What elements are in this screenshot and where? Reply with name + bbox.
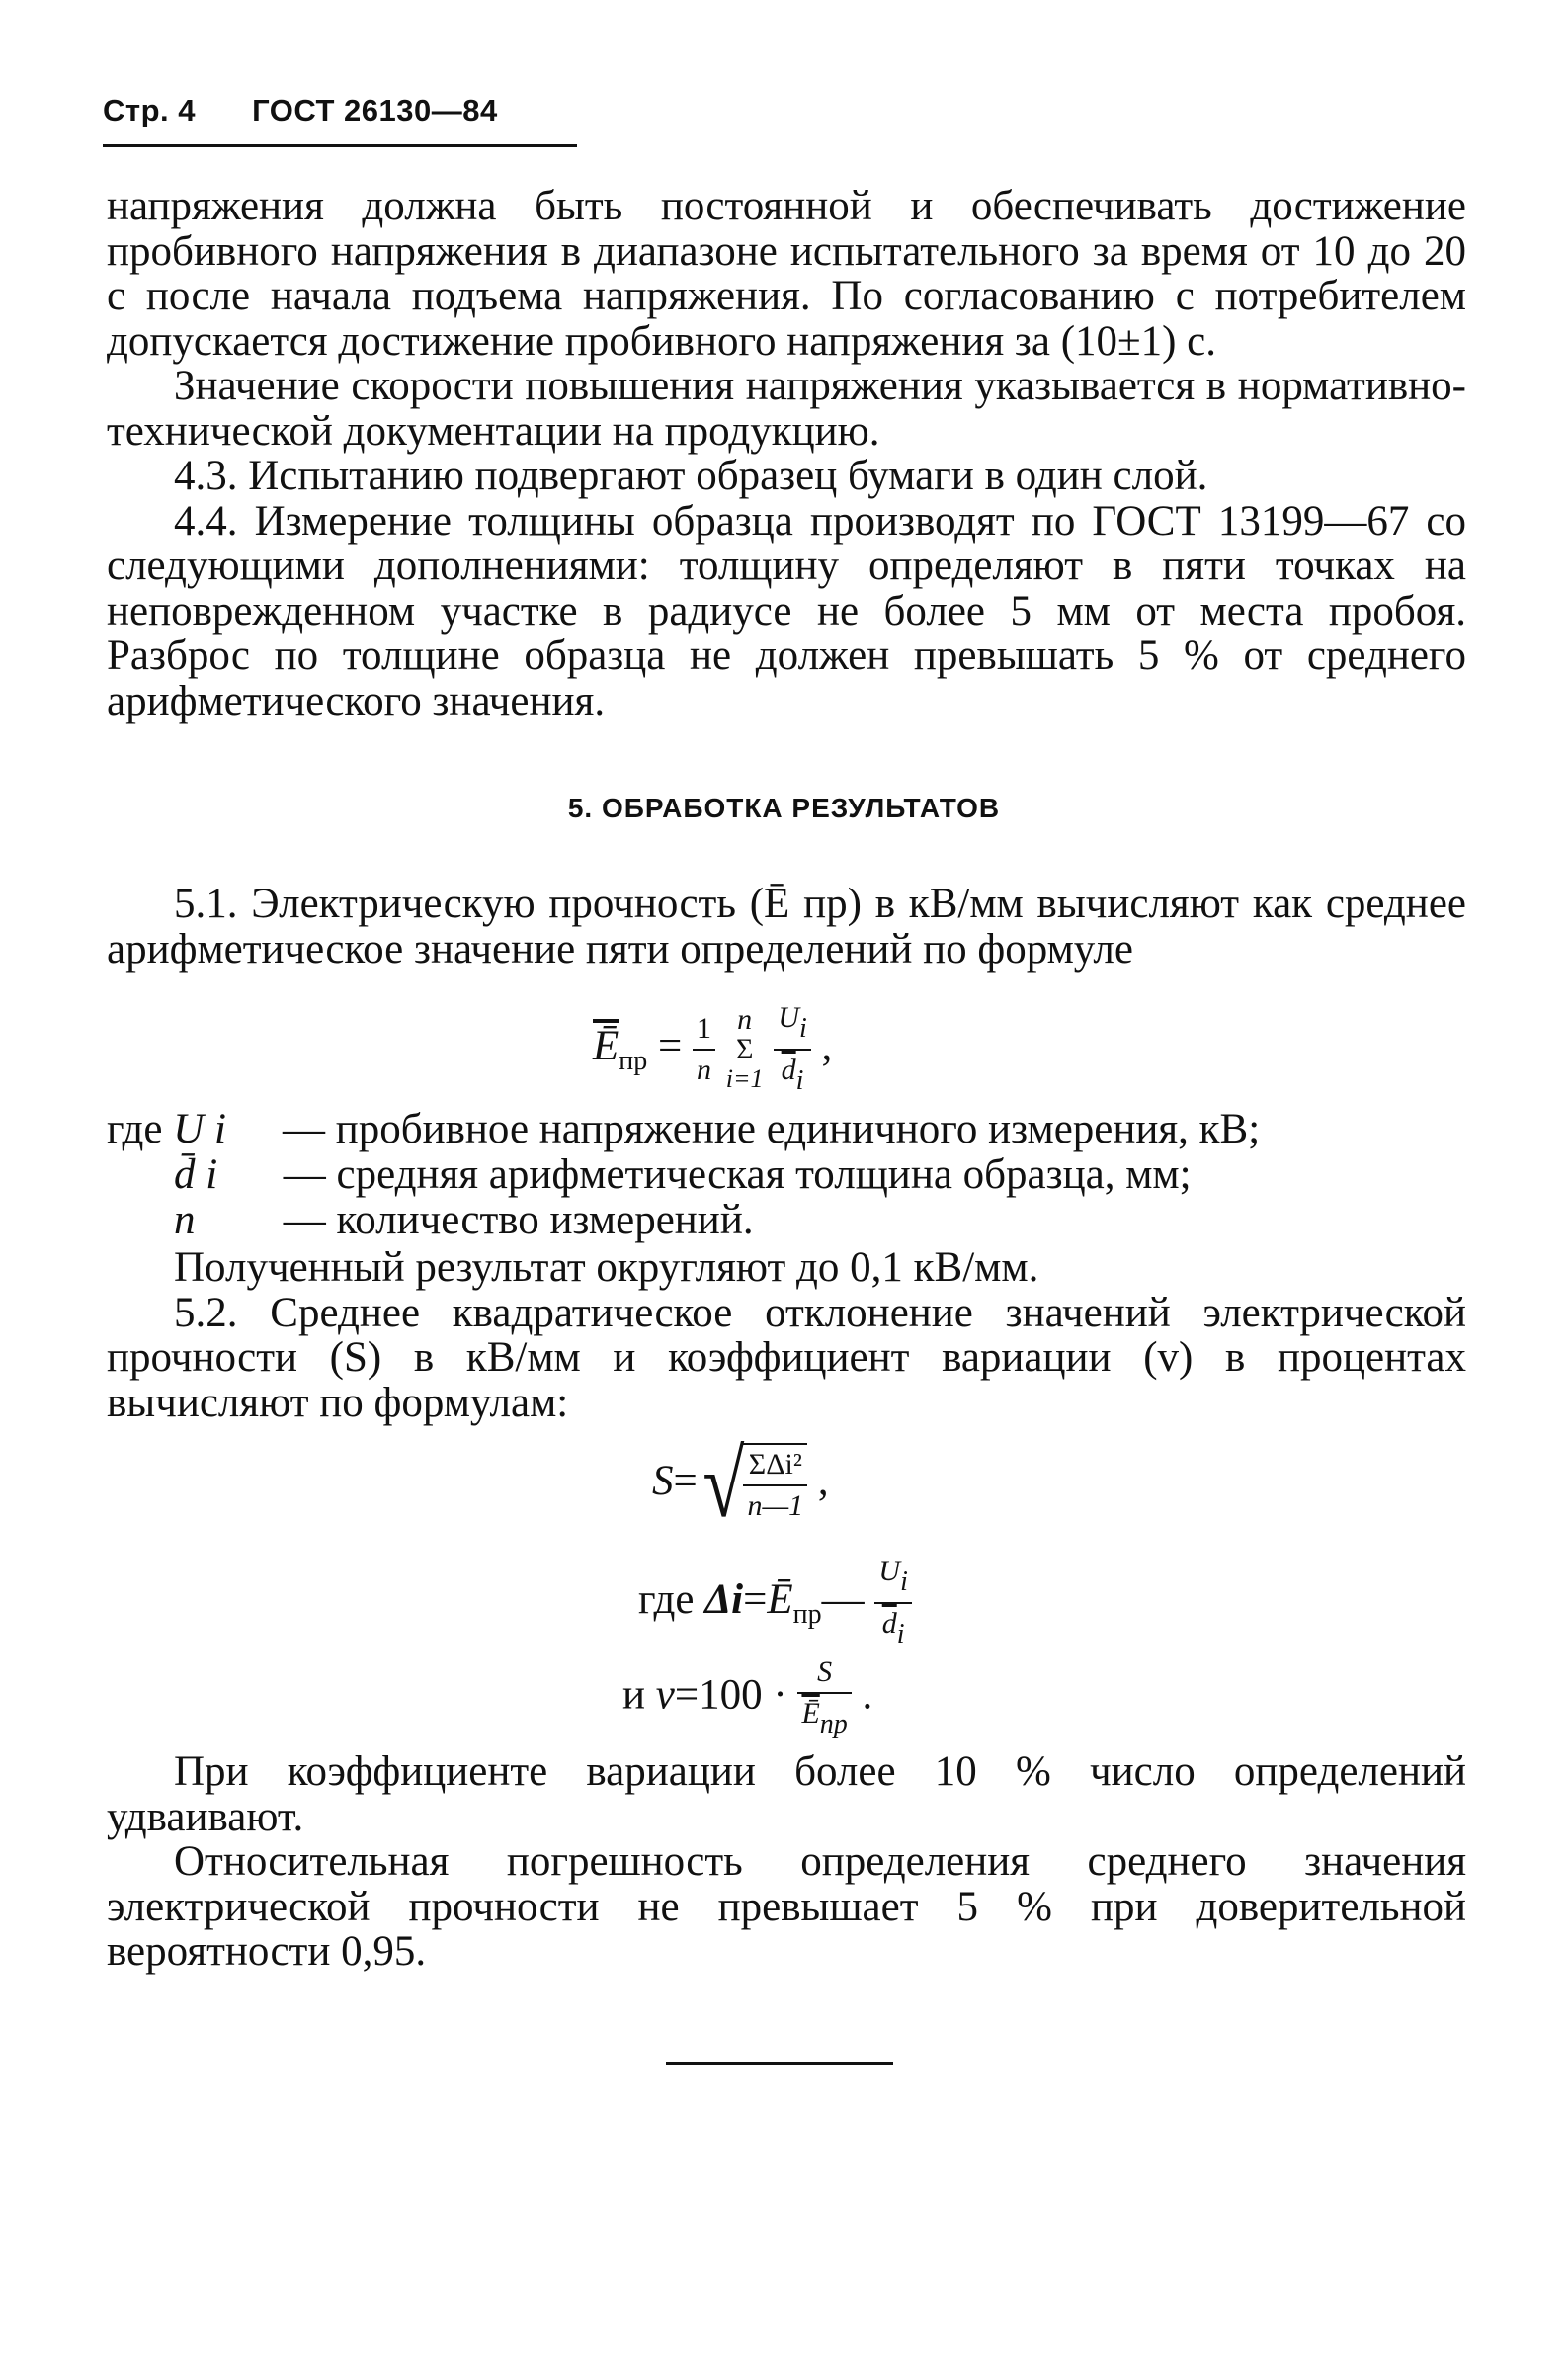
formula1-lhs-sub: пр [619,1045,648,1076]
where-prefix: где [107,1106,163,1152]
where-row-d [174,1152,1192,1197]
standard-designation: ГОСТ 26130—84 [252,93,498,127]
paragraph-5-2: 5.2. Среднее квадратическое отклонение значений электрической прочности (S) в кВ/мм и коэффициент вариации (v) в процентах вычисляют по формулам: [107,1289,1466,1426]
where-desc-n: — количество измерений. [283,1197,754,1243]
formula1-term [774,998,810,1101]
paragraph-4-3: 4.3. Испытанию подвергают образец бумаги в один слой. [174,453,1208,499]
page-number: Стр. 4 [103,93,196,127]
formula1-term-den: $\overline{d}$ [781,1054,796,1086]
paragraph-5-1-text: 5.1. Электрическую прочность (Ē пр) в кВ/мм вычисляют как среднее арифметическое значение пяти определений по формуле [107,881,1466,973]
where-desc-d: — средняя арифметическая толщина образца, мм; [283,1151,1192,1198]
paragraph-rounding-5-2 [107,1245,1466,1425]
formula4-prefix: и [622,1671,646,1719]
where-row-n [174,1198,754,1242]
closing-paragraphs [107,1749,1466,1975]
section-5-heading: 5. ОБРАБОТКА РЕЗУЛЬТАТОВ [567,793,1001,823]
paragraph-variation: При коэффициенте вариации более 10 % число определений удваивают. [107,1748,1466,1840]
formula3-prefix: где [638,1575,695,1623]
formula1-sum [726,1005,764,1094]
formula3-lhs: Δi [704,1575,744,1623]
formula4-eq: =100 · [674,1671,787,1719]
formula1-eq: = [658,1022,683,1069]
formula1-frac-num: 1 [693,1009,715,1051]
formula1-fraction [693,1009,715,1090]
formula1-sum-top: n [737,1003,753,1036]
formula2-eq: = [673,1457,698,1504]
paragraph-error: Относительная погрешность определения среднего значения электрической прочности не превышает 5 % при доверительной вероятности 0,95. [107,1838,1466,1975]
sqrt-icon: √ [702,1431,745,1537]
formula1-term-den-sub: i [795,1065,804,1096]
formula3-num-sub: i [900,1567,908,1597]
formula1-term-num: U [778,1001,799,1034]
end-rule [666,2062,893,2065]
formula3-fraction [874,1552,911,1654]
section-4-text [107,184,1466,723]
where-symbol-d: d̄ i [174,1151,218,1198]
formula3-den: $\overline{d}$ [881,1607,897,1640]
formula4-lhs: v [655,1671,675,1719]
formula4-num: S [797,1652,851,1694]
formula-std-deviation [652,1431,829,1537]
formula2-tail: , [817,1457,829,1504]
paragraph-5-1 [107,882,1466,972]
formula4-fraction [797,1652,851,1744]
formula1-lhs: $\overline{Ē}$ [593,1022,619,1069]
where-row-u [107,1107,1260,1151]
formula3-den-sub: i [896,1619,905,1650]
formula-mean-strength [593,998,832,1101]
formula3-eq: = [743,1575,768,1623]
formula2-lhs: S [652,1457,674,1504]
formula1-frac-den: n [697,1054,712,1086]
formula2-fraction [743,1443,807,1526]
paragraph-rounding: Полученный результат округляют до 0,1 кВ/мм. [174,1244,1039,1291]
paragraph-voltage-rate: напряжения должна быть постоянной и обеспечивать достижение пробивного напряжения в диапазоне испытательного за время от 10 до 20 с после начала подъема напряжения. По согласованию с потребителем допускается достижение пробивного напряжения за (10±1) с. [107,183,1466,365]
formula2-den: n—1 [747,1489,804,1522]
formula3-minus: — [821,1575,865,1623]
where-symbol-n: n [174,1197,196,1243]
formula3-e-sub: пр [792,1598,822,1630]
paragraph-rate-spec: Значение скорости повышения напряжения указывается в нормативно-технической документации на продукцию. [107,363,1466,455]
formula2-num: ΣΔi² [743,1445,807,1486]
formula1-sum-sign: Σ [735,1033,754,1065]
where-desc-u: — пробивное напряжение единичного измерения, кВ; [282,1106,1261,1152]
formula4-tail: . [862,1671,873,1719]
formula1-sum-bottom: i=1 [725,1064,764,1093]
formula4-den: $\overline{Ē}$ [801,1697,820,1730]
formula1-tail: , [821,1022,833,1069]
formula-delta [638,1552,912,1654]
formula1-term-num-sub: i [798,1013,807,1044]
formula3-e: Ē [767,1575,793,1623]
formula-variation [622,1652,872,1744]
formula4-den-sub: пр [819,1709,848,1739]
formula3-num: U [878,1555,901,1587]
paragraph-4-4: 4.4. Измерение толщины образца производят по ГОСТ 13199—67 со следующими дополнениями: толщину определяют в пяти точках на неповрежденном участке в радиусе не более 5 мм от места пробоя. Разброс по толщине образца не должен превышать 5 % от среднего арифметического значения. [107,497,1466,724]
where-symbol-u: U i [173,1106,226,1152]
page-header [103,93,577,147]
